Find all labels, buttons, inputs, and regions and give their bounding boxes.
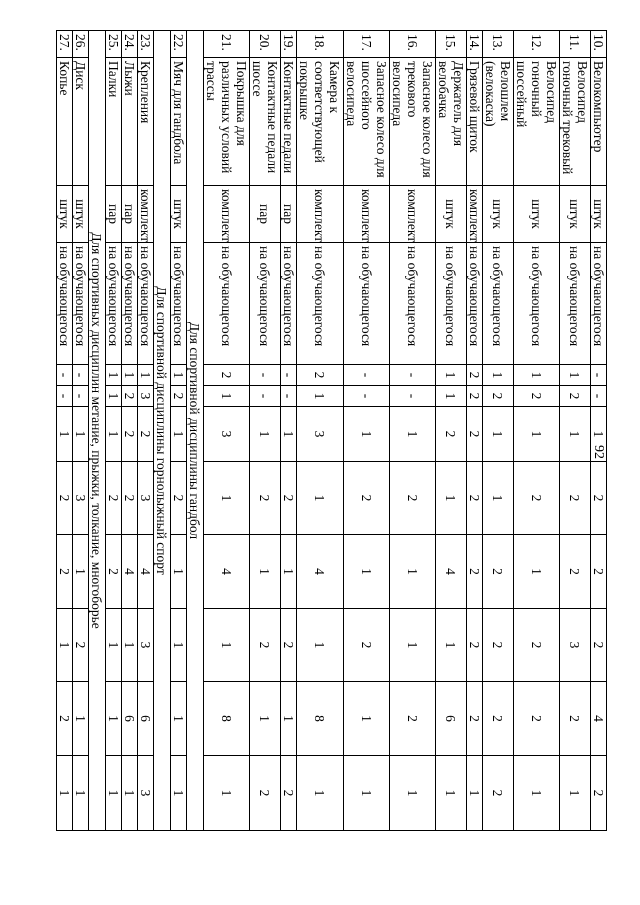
quantity-cell: 1 bbox=[483, 365, 514, 386]
quantity-cell: 2 bbox=[297, 365, 344, 386]
allocation-basis: на обучающегося bbox=[483, 243, 514, 365]
table-row bbox=[591, 31, 607, 831]
unit: штук bbox=[560, 186, 591, 243]
quantity-cell: 1 bbox=[106, 609, 122, 682]
quantity-cell: 1 bbox=[204, 756, 250, 831]
quantity-cell: 2 bbox=[467, 609, 483, 682]
quantity-cell: 1 bbox=[281, 535, 297, 609]
allocation-basis: на обучающегося bbox=[106, 243, 122, 365]
table-row bbox=[73, 31, 89, 831]
quantity-cell: 1 bbox=[297, 386, 344, 407]
quantity-cell: 2 bbox=[204, 365, 250, 386]
row-number: 26. bbox=[73, 31, 89, 58]
quantity-cell: 1 bbox=[514, 756, 560, 831]
quantity-cell: 2 bbox=[122, 386, 138, 407]
item-name: Лыжи bbox=[122, 58, 138, 186]
table-row bbox=[514, 31, 560, 831]
unit: штук bbox=[57, 186, 73, 243]
quantity-cell: 1 bbox=[204, 609, 250, 682]
quantity-cell: 2 bbox=[467, 386, 483, 407]
allocation-basis: на обучающегося bbox=[591, 243, 607, 365]
unit: штук bbox=[436, 186, 467, 243]
quantity-cell: 3 bbox=[204, 407, 250, 462]
quantity-cell: - bbox=[390, 386, 436, 407]
quantity-cell: 1 bbox=[73, 756, 89, 831]
quantity-cell: 1 bbox=[560, 407, 591, 462]
unit: пар bbox=[122, 186, 138, 243]
unit: комплект bbox=[390, 186, 436, 243]
unit: комплект bbox=[138, 186, 154, 243]
allocation-basis: на обучающегося bbox=[390, 243, 436, 365]
item-name: Держатель для велобачка bbox=[436, 58, 467, 186]
quantity-cell: 2 bbox=[57, 682, 73, 756]
quantity-cell: 2 bbox=[560, 535, 591, 609]
unit: комплект bbox=[204, 186, 250, 243]
quantity-cell: 1 bbox=[106, 407, 122, 462]
quantity-cell: 8 bbox=[297, 682, 344, 756]
quantity-cell: - bbox=[390, 365, 436, 386]
row-number: 12. bbox=[514, 31, 560, 58]
quantity-cell: 6 bbox=[122, 682, 138, 756]
item-name: Запасное колесо для трекового велосипеда bbox=[390, 58, 436, 186]
quantity-cell: 1 bbox=[436, 386, 467, 407]
table-row bbox=[560, 31, 591, 831]
row-number: 22. bbox=[171, 31, 187, 58]
allocation-basis: на обучающегося bbox=[281, 243, 297, 365]
section-row bbox=[154, 31, 171, 831]
quantity-cell: 3 bbox=[138, 462, 154, 535]
table-row bbox=[138, 31, 154, 831]
unit: штук bbox=[514, 186, 560, 243]
quantity-cell: 1 bbox=[204, 462, 250, 535]
quantity-cell: 2 bbox=[514, 609, 560, 682]
quantity-cell: 1 bbox=[171, 756, 187, 831]
allocation-basis: на обучающегося bbox=[171, 243, 187, 365]
section-row bbox=[187, 31, 204, 831]
quantity-cell: 1 bbox=[57, 609, 73, 682]
unit: штук bbox=[483, 186, 514, 243]
row-number: 13. bbox=[483, 31, 514, 58]
quantity-cell: 2 bbox=[106, 462, 122, 535]
quantity-cell: 1 bbox=[514, 407, 560, 462]
quantity-cell: 1 bbox=[436, 756, 467, 831]
page-number: 92 bbox=[591, 445, 606, 459]
table-row bbox=[106, 31, 122, 831]
quantity-cell: 1 bbox=[106, 682, 122, 756]
quantity-cell: 2 bbox=[57, 535, 73, 609]
table-row bbox=[281, 31, 297, 831]
quantity-cell: 2 bbox=[467, 365, 483, 386]
quantity-cell: 2 bbox=[514, 462, 560, 535]
quantity-cell: 1 bbox=[73, 682, 89, 756]
row-number: 17. bbox=[344, 31, 390, 58]
unit: пар bbox=[250, 186, 281, 243]
quantity-cell: - bbox=[344, 386, 390, 407]
quantity-cell: 1 bbox=[57, 407, 73, 462]
quantity-cell: 1 bbox=[297, 609, 344, 682]
quantity-cell: - bbox=[591, 365, 607, 386]
quantity-cell: - bbox=[73, 386, 89, 407]
quantity-cell: 4 bbox=[122, 535, 138, 609]
quantity-cell: 2 bbox=[250, 609, 281, 682]
table-row bbox=[297, 31, 344, 831]
quantity-cell: 2 bbox=[591, 756, 607, 831]
section-title: Для спортивных дисциплин метание, прыжки, толкание, многоборье bbox=[89, 31, 106, 831]
quantity-cell: - bbox=[250, 386, 281, 407]
quantity-cell: 2 bbox=[344, 462, 390, 535]
item-name: Палки bbox=[106, 58, 122, 186]
row-number: 10. bbox=[591, 31, 607, 58]
allocation-basis: на обучающегося bbox=[467, 243, 483, 365]
row-number: 19. bbox=[281, 31, 297, 58]
quantity-cell: 3 bbox=[560, 609, 591, 682]
quantity-cell: 1 bbox=[171, 682, 187, 756]
item-name: Грязевой щиток bbox=[467, 58, 483, 186]
quantity-cell: 1 bbox=[390, 609, 436, 682]
item-name: Велокомпьютер bbox=[591, 58, 607, 186]
quantity-cell: 1 bbox=[514, 365, 560, 386]
unit: комплект bbox=[297, 186, 344, 243]
item-name: Запасное колесо для шоссейного велосипеда bbox=[344, 58, 390, 186]
section-row bbox=[89, 31, 106, 831]
quantity-cell: 3 bbox=[138, 609, 154, 682]
quantity-cell: 2 bbox=[106, 535, 122, 609]
quantity-cell: 6 bbox=[436, 682, 467, 756]
quantity-cell: 2 bbox=[483, 386, 514, 407]
item-name: Мяч для гандбола bbox=[171, 58, 187, 186]
quantity-cell: 1 bbox=[390, 756, 436, 831]
quantity-cell: 4 bbox=[436, 535, 467, 609]
quantity-cell: 2 bbox=[467, 682, 483, 756]
unit: штук bbox=[73, 186, 89, 243]
allocation-basis: на обучающегося bbox=[73, 243, 89, 365]
quantity-cell: 1 bbox=[467, 756, 483, 831]
quantity-cell: 1 bbox=[514, 535, 560, 609]
quantity-cell: 1 bbox=[390, 407, 436, 462]
table-row bbox=[57, 31, 73, 831]
quantity-cell: 1 bbox=[297, 756, 344, 831]
quantity-cell: 2 bbox=[344, 609, 390, 682]
quantity-cell: 2 bbox=[171, 462, 187, 535]
item-name: Покрышка для различных условий трассы bbox=[204, 58, 250, 186]
row-number: 18. bbox=[297, 31, 344, 58]
item-name: Велошлем (велокаска) bbox=[483, 58, 514, 186]
unit: пар bbox=[281, 186, 297, 243]
allocation-basis: на обучающегося bbox=[436, 243, 467, 365]
quantity-cell: 2 bbox=[57, 462, 73, 535]
allocation-basis: на обучающегося bbox=[560, 243, 591, 365]
quantity-cell: 1 bbox=[436, 365, 467, 386]
quantity-cell: 1 bbox=[250, 407, 281, 462]
table-body bbox=[57, 31, 607, 831]
quantity-cell: 2 bbox=[467, 462, 483, 535]
quantity-cell: 2 bbox=[483, 535, 514, 609]
allocation-basis: на обучающегося bbox=[138, 243, 154, 365]
quantity-cell: 1 bbox=[483, 462, 514, 535]
quantity-cell: 1 bbox=[560, 756, 591, 831]
quantity-cell: 2 bbox=[560, 462, 591, 535]
unit: комплект bbox=[467, 186, 483, 243]
quantity-cell: 2 bbox=[483, 609, 514, 682]
quantity-cell: - bbox=[57, 386, 73, 407]
quantity-cell: 8 bbox=[204, 682, 250, 756]
section-title: Для спортивной дисциплины горнолыжный спорт bbox=[154, 31, 171, 831]
quantity-cell: 1 bbox=[281, 407, 297, 462]
quantity-cell: - bbox=[591, 386, 607, 407]
item-name: Камера к соответствующей покрышке bbox=[297, 58, 344, 186]
quantity-cell: 2 bbox=[281, 756, 297, 831]
quantity-cell: 1 bbox=[483, 407, 514, 462]
quantity-cell: 2 bbox=[467, 535, 483, 609]
quantity-cell: - bbox=[250, 365, 281, 386]
allocation-basis: на обучающегося bbox=[122, 243, 138, 365]
quantity-cell: - bbox=[344, 365, 390, 386]
quantity-cell: 2 bbox=[483, 756, 514, 831]
row-number: 25. bbox=[106, 31, 122, 58]
quantity-cell: 1 bbox=[171, 365, 187, 386]
allocation-basis: на обучающегося bbox=[204, 243, 250, 365]
quantity-cell: 2 bbox=[73, 609, 89, 682]
allocation-basis: на обучающегося bbox=[297, 243, 344, 365]
quantity-cell: 1 bbox=[73, 407, 89, 462]
row-number: 14. bbox=[467, 31, 483, 58]
quantity-cell: 1 bbox=[344, 756, 390, 831]
allocation-basis: на обучающегося bbox=[344, 243, 390, 365]
row-number: 20. bbox=[250, 31, 281, 58]
quantity-cell: 4 bbox=[591, 682, 607, 756]
quantity-cell: 1 bbox=[390, 535, 436, 609]
row-number: 23. bbox=[138, 31, 154, 58]
quantity-cell: 1 bbox=[106, 365, 122, 386]
quantity-cell: 2 bbox=[560, 386, 591, 407]
quantity-cell: 1 bbox=[204, 386, 250, 407]
table-row bbox=[204, 31, 250, 831]
item-name: Велосипед гоночный шоссейный bbox=[514, 58, 560, 186]
quantity-cell: 3 bbox=[297, 407, 344, 462]
table-row bbox=[122, 31, 138, 831]
quantity-cell: 1 bbox=[57, 756, 73, 831]
quantity-cell: 2 bbox=[138, 407, 154, 462]
table-row bbox=[436, 31, 467, 831]
quantity-cell: 3 bbox=[73, 462, 89, 535]
item-name: Диск bbox=[73, 58, 89, 186]
quantity-cell: - bbox=[73, 365, 89, 386]
quantity-cell: 2 bbox=[514, 682, 560, 756]
unit: штук bbox=[171, 186, 187, 243]
quantity-cell: 2 bbox=[436, 407, 467, 462]
quantity-cell: 1 bbox=[122, 609, 138, 682]
table-row bbox=[483, 31, 514, 831]
quantity-cell: 2 bbox=[560, 682, 591, 756]
allocation-basis: на обучающегося bbox=[514, 243, 560, 365]
equipment-table bbox=[56, 30, 607, 831]
item-name: Копье bbox=[57, 58, 73, 186]
quantity-cell: 1 bbox=[560, 365, 591, 386]
quantity-cell: 2 bbox=[514, 386, 560, 407]
quantity-cell: 1 bbox=[73, 535, 89, 609]
quantity-cell: 2 bbox=[250, 756, 281, 831]
table-viewport bbox=[57, 30, 607, 830]
quantity-cell: 2 bbox=[591, 535, 607, 609]
quantity-cell: - bbox=[281, 386, 297, 407]
quantity-cell: 2 bbox=[467, 407, 483, 462]
quantity-cell: - bbox=[281, 365, 297, 386]
quantity-cell: 2 bbox=[122, 462, 138, 535]
quantity-cell: 2 bbox=[390, 682, 436, 756]
quantity-cell: 1 bbox=[297, 462, 344, 535]
quantity-cell: 3 bbox=[138, 386, 154, 407]
quantity-cell: 1 bbox=[106, 386, 122, 407]
row-number: 11. bbox=[560, 31, 591, 58]
table-row bbox=[390, 31, 436, 831]
item-name: Крепления bbox=[138, 58, 154, 186]
quantity-cell: 1 bbox=[171, 609, 187, 682]
row-number: 27. bbox=[57, 31, 73, 58]
quantity-cell: 6 bbox=[138, 682, 154, 756]
quantity-cell: 2 bbox=[122, 407, 138, 462]
table-row bbox=[250, 31, 281, 831]
quantity-cell: 1 bbox=[250, 535, 281, 609]
quantity-cell: 1 bbox=[436, 462, 467, 535]
allocation-basis: на обучающегося bbox=[57, 243, 73, 365]
quantity-cell: 4 bbox=[204, 535, 250, 609]
unit: штук bbox=[591, 186, 607, 243]
quantity-cell: 1 bbox=[138, 365, 154, 386]
quantity-cell: 1 bbox=[281, 682, 297, 756]
table-row bbox=[467, 31, 483, 831]
quantity-cell: - bbox=[57, 365, 73, 386]
quantity-cell: 1 bbox=[171, 407, 187, 462]
quantity-cell: 3 bbox=[138, 756, 154, 831]
row-number: 16. bbox=[390, 31, 436, 58]
quantity-cell: 1 bbox=[122, 365, 138, 386]
quantity-cell: 1 bbox=[106, 756, 122, 831]
quantity-cell: 1 bbox=[171, 535, 187, 609]
quantity-cell: 1 bbox=[344, 407, 390, 462]
quantity-cell: 1 bbox=[436, 609, 467, 682]
section-title: Для спортивной дисциплины гандбол bbox=[187, 31, 204, 831]
quantity-cell: 4 bbox=[297, 535, 344, 609]
quantity-cell: 4 bbox=[138, 535, 154, 609]
quantity-cell: 2 bbox=[483, 682, 514, 756]
quantity-cell: 2 bbox=[281, 462, 297, 535]
quantity-cell: 1 bbox=[250, 682, 281, 756]
table-row bbox=[171, 31, 187, 831]
table-row bbox=[344, 31, 390, 831]
quantity-cell: 1 bbox=[344, 682, 390, 756]
quantity-cell: 2 bbox=[591, 462, 607, 535]
quantity-cell: 2 bbox=[281, 609, 297, 682]
item-name: Велосипед гоночный трековый bbox=[560, 58, 591, 186]
quantity-cell: 1 bbox=[591, 407, 607, 462]
quantity-cell: 2 bbox=[171, 386, 187, 407]
row-number: 15. bbox=[436, 31, 467, 58]
unit: пар bbox=[106, 186, 122, 243]
allocation-basis: на обучающегося bbox=[250, 243, 281, 365]
unit: комплект bbox=[344, 186, 390, 243]
row-number: 24. bbox=[122, 31, 138, 58]
quantity-cell: 2 bbox=[390, 462, 436, 535]
quantity-cell: 1 bbox=[344, 535, 390, 609]
quantity-cell: 2 bbox=[250, 462, 281, 535]
row-number: 21. bbox=[204, 31, 250, 58]
quantity-cell: 1 bbox=[122, 756, 138, 831]
item-name: Контактные педали шоссе bbox=[250, 58, 281, 186]
quantity-cell: 2 bbox=[591, 609, 607, 682]
item-name: Контактные педали bbox=[281, 58, 297, 186]
